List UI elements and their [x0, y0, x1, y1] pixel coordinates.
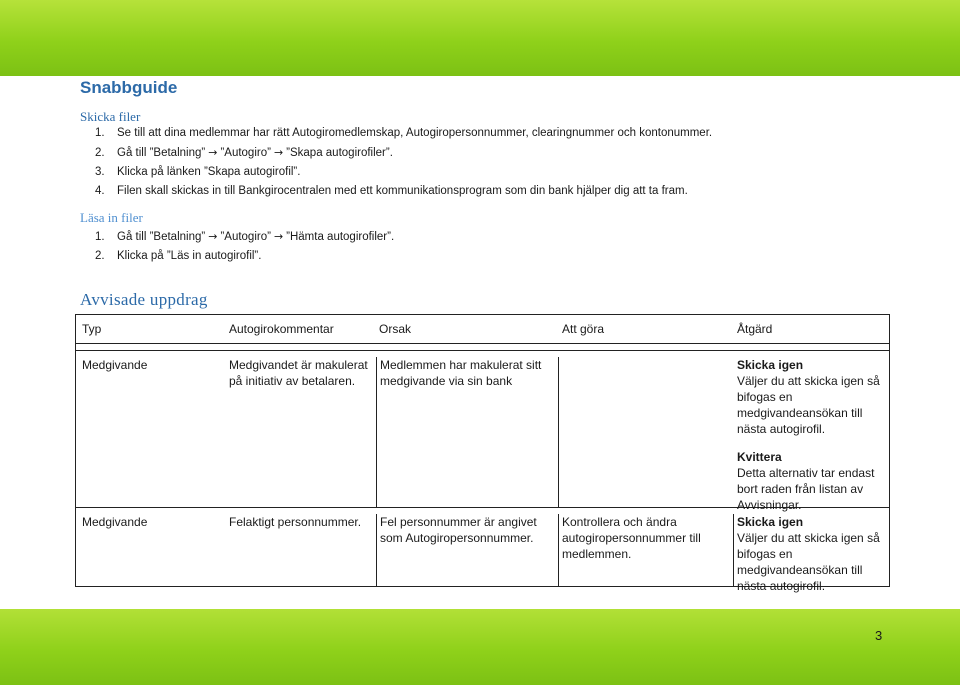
header-band: [0, 0, 960, 76]
send-files-heading: Skicka filer: [80, 109, 141, 124]
action-text: Detta alternativ tar endast bort raden från listan av Avvisningar.: [737, 466, 875, 512]
column-header: Orsak: [379, 322, 412, 336]
arrow-right-icon: →: [273, 146, 284, 159]
list-item: 3. Klicka på länken ”Skapa autogirofil”.: [95, 166, 301, 178]
page-number: 3: [875, 628, 883, 643]
list-item: 1. Se till att dina medlemmar har rätt Autogiromedlemskap, Autogiropersonnummer, clearingnummer och kontonummer.: [95, 127, 713, 139]
cell-kommentar: Felaktigt personnummer.: [229, 515, 362, 529]
page-title: Snabbguide: [80, 78, 178, 97]
action-title: Skicka igen: [737, 515, 804, 529]
list-item: 4. Filen skall skickas in till Bankgirocentralen med ett kommunikationsprogram som din bank hjälper dig att ta fram.: [95, 185, 688, 197]
list-item: 1. Gå till ”Betalning” → ”Autogiro” → ”Hämta autogirofiler”.: [95, 230, 395, 243]
rejected-table: [75, 314, 890, 593]
action-block: [737, 357, 889, 437]
list-item: 2. Gå till ”Betalning” → ”Autogiro” → ”Skapa autogirofiler”.: [95, 146, 393, 159]
action-title: Skicka igen: [737, 358, 804, 372]
table-spacer: [76, 344, 889, 351]
list-item: 2. Klicka på ”Läs in autogirofil”.: [95, 250, 262, 262]
action-block: [737, 449, 889, 513]
cell-typ: Medgivande: [82, 515, 148, 529]
action-title: Kvittera: [737, 450, 782, 464]
cell-att-gora: [559, 357, 734, 507]
cell-orsak: Fel personnummer är angivet som Autogiropersonnummer.: [376, 514, 559, 586]
arrow-right-icon: →: [208, 230, 218, 243]
action-text: Väljer du att skicka igen så bifogas en medgivandeansökan till nästa autogirofil.: [737, 374, 880, 436]
table-row: [76, 351, 889, 512]
table-row: [76, 507, 889, 593]
table-header: [76, 315, 889, 344]
arrow-right-icon: →: [273, 230, 284, 243]
rejected-heading: Avvisade uppdrag: [80, 290, 208, 309]
column-header: Typ: [82, 322, 102, 336]
cell-atgard: [734, 514, 889, 593]
cell-atgard: [734, 357, 889, 512]
action-block: [737, 514, 889, 594]
action-text: Väljer du att skicka igen så bifogas en medgivandeansökan till nästa autogirofil.: [737, 531, 880, 593]
read-files-steps: [95, 227, 394, 266]
column-header: Autogirokommentar: [229, 322, 334, 336]
read-files-heading: Läsa in filer: [80, 210, 143, 225]
cell-orsak: Medlemmen har makulerat sitt medgivande via sin bank: [376, 357, 559, 507]
arrow-right-icon: →: [208, 146, 218, 159]
send-files-steps: [95, 124, 712, 201]
column-header: Åtgärd: [737, 322, 773, 336]
footer-band: [0, 609, 960, 685]
cell-typ: Medgivande: [82, 358, 148, 372]
cell-att-gora: Kontrollera och ändra autogiropersonnummer till medlemmen.: [559, 514, 734, 586]
column-header: Att göra: [562, 322, 605, 336]
cell-kommentar: Medgivandet är makulerat på initiativ av betalaren.: [229, 358, 368, 388]
